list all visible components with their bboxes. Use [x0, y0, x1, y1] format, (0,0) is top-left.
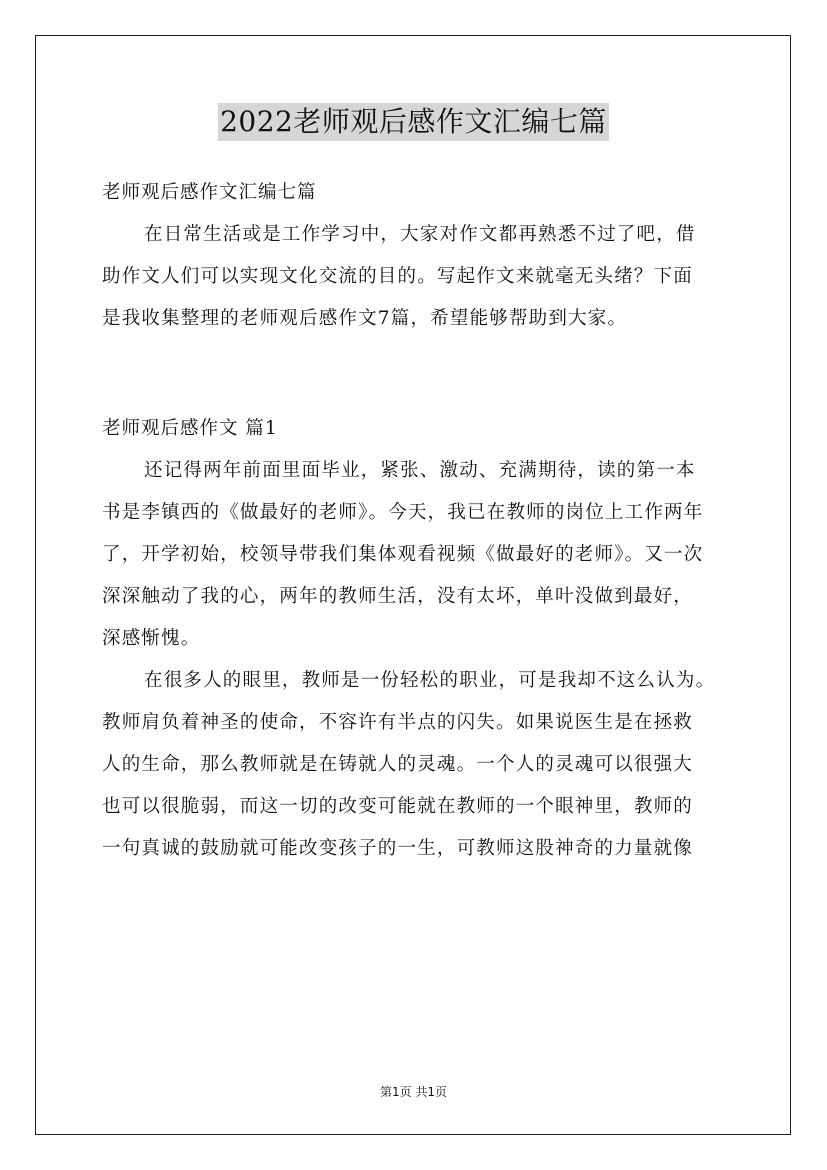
document-title: 2022老师观后感作文汇编七篇 — [218, 103, 609, 141]
paragraph-line: 教师肩负着神圣的使命，不容许有半点的闪失。如果说医生是在拯救 — [102, 712, 694, 733]
paragraph-line: 人的生命，那么教师就是在铸就人的灵魂。一个人的灵魂可以很强大 — [102, 754, 694, 775]
title-container — [0, 103, 827, 141]
page-footer: 第1页 共1页 — [379, 1085, 448, 1099]
paragraph-2 — [102, 664, 730, 866]
document-subtitle: 老师观后感作文汇编七篇 — [102, 182, 317, 203]
paragraph-line: 一句真诚的鼓励就可能改变孩子的一生，可教师这股神奇的力量就像 — [102, 838, 694, 859]
intro-line: 是我收集整理的老师观后感作文7篇，希望能够帮助到大家。 — [102, 308, 628, 329]
paragraph-line: 深感惭愧。 — [102, 628, 201, 649]
paragraph-line: 书是李镇西的《做最好的老师》。今天，我已在教师的岗位上工作两年 — [102, 502, 704, 523]
paragraph-line: 也可以很脆弱，而这一切的改变可能就在教师的一个眼神里，教师的 — [102, 796, 694, 817]
paragraph-line: 在很多人的眼里，教师是一份轻松的职业，可是我却不这么认为。 — [144, 670, 716, 691]
intro-paragraph — [102, 218, 730, 336]
paragraph-line: 深深触动了我的心，两年的教师生活，没有太坏，单叶没做到最好， — [102, 586, 694, 607]
paragraph-line: 了，开学初始，校领导带我们集体观看视频《做最好的老师》。又一次 — [102, 544, 704, 565]
intro-line: 助作文人们可以实现文化交流的目的。写起作文来就毫无头绪？下面 — [102, 266, 694, 287]
document-body — [102, 176, 730, 866]
paragraph-line: 还记得两年前面里面毕业，紧张、激动、充满期待，读的第一本 — [144, 460, 696, 481]
paragraph-1 — [102, 454, 730, 656]
section-heading: 老师观后感作文 篇1 — [102, 418, 278, 439]
intro-line: 在日常生活或是工作学习中，大家对作文都再熟悉不过了吧，借 — [144, 224, 696, 245]
